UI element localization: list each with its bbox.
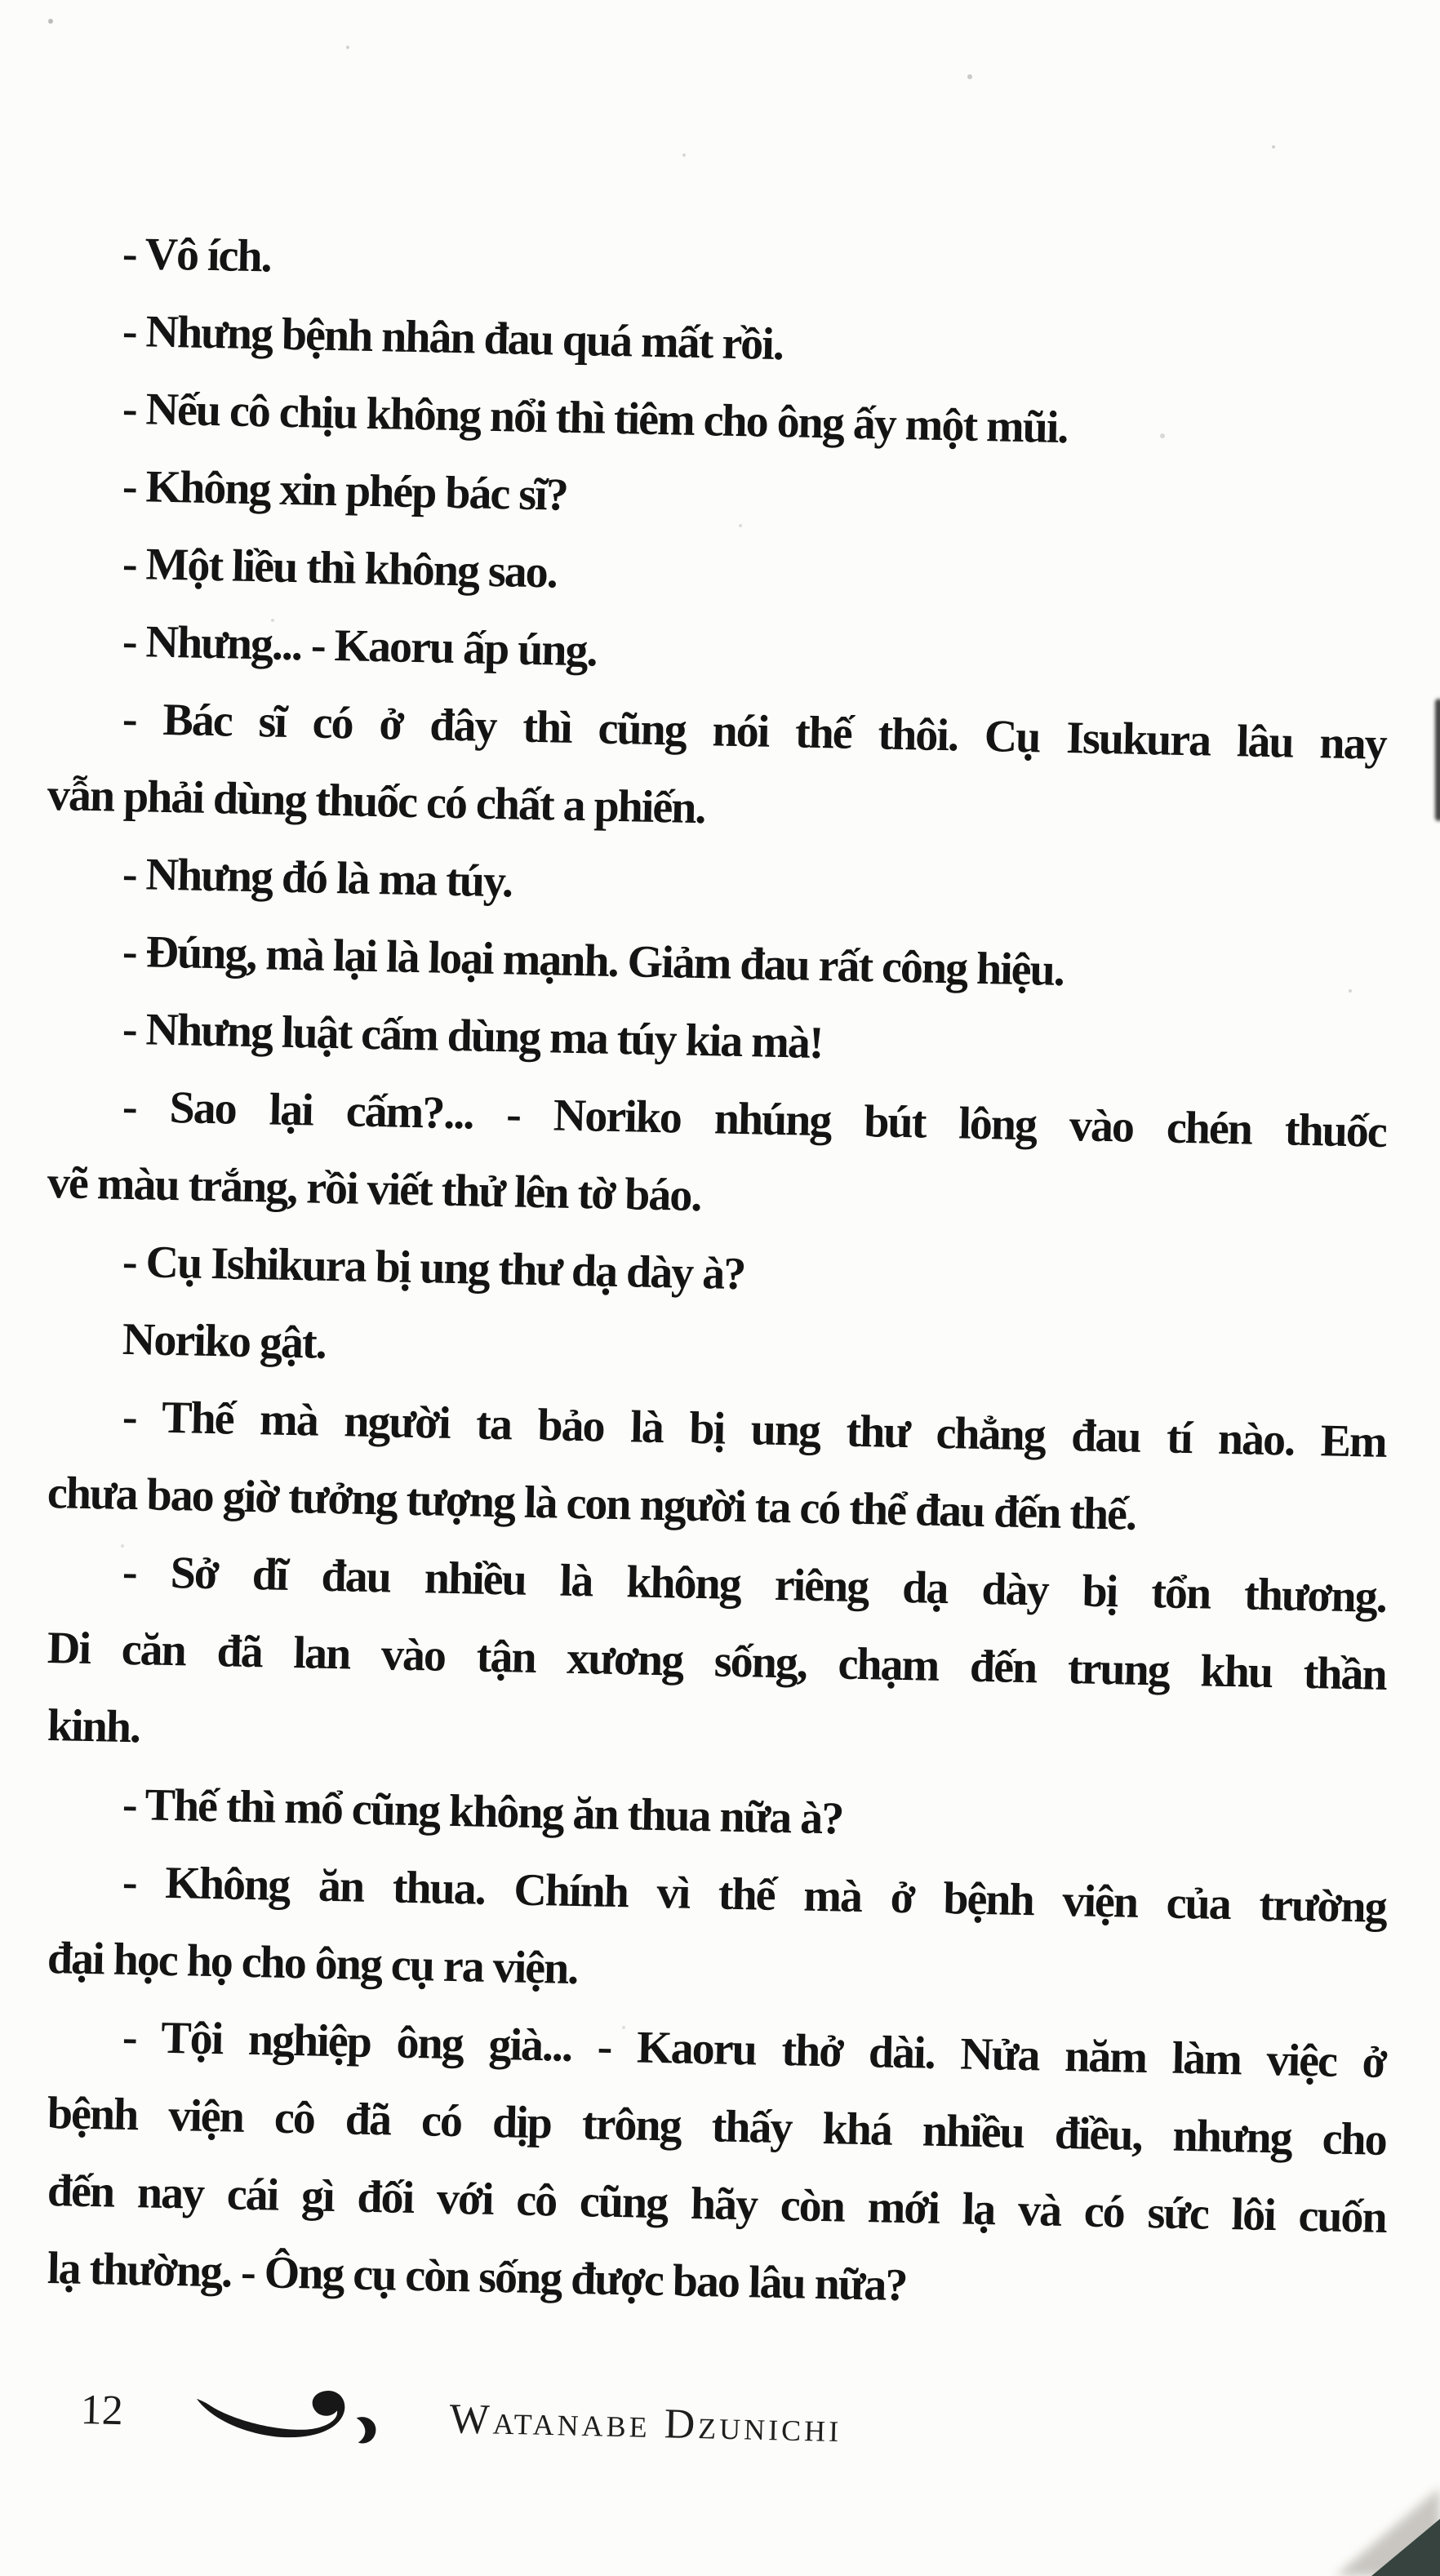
text-line: - Sở dĩ đau nhiều là không riêng dạ dày bị tổn thương.	[122, 1546, 1387, 1623]
text-line: - Một liều thì không sao.	[122, 538, 558, 598]
text-line: - Nếu cô chịu không nổi thì tiêm cho ông ấy một mũi.	[122, 383, 1069, 454]
running-footer-author: Watanabe Dzunichi	[448, 2395, 842, 2451]
text-line: - Thế mà người ta bảo là bị ung thư chẳng đau tí nào. Em	[122, 1391, 1387, 1468]
text-line: - Nhưng... - Kaoru ấp úng.	[122, 615, 598, 677]
text-line: - Cụ Ishikura bị ung thư dạ dày à?	[122, 1236, 745, 1300]
page-number: 12	[80, 2386, 124, 2435]
page-text-block	[47, 214, 1387, 2312]
wave-ornament-icon	[193, 2380, 398, 2450]
text-line: - Không ăn thua. Chính vì thế mà ở bệnh viện của trường	[122, 1856, 1387, 1933]
page-footer	[80, 2365, 1322, 2483]
text-line: - Bác sĩ có ở đây thì cũng nói thế thôi. Cụ Isukura lâu nay	[122, 693, 1387, 770]
text-line: vẫn phải dùng thuốc có chất a phiến.	[47, 770, 706, 834]
text-line: - Đúng, mà lại là loại mạnh. Giảm đau rất công hiệu.	[122, 926, 1064, 996]
text-line: Di căn đã lan vào tận xương sống, chạm đến trung khu thần	[47, 1623, 1387, 1700]
scan-edge-artifact	[1435, 699, 1440, 821]
text-line: đại học họ cho ông cụ ra viện.	[47, 1933, 578, 1995]
text-line: bệnh viện cô đã có dịp trông thấy khá nhiều điều, nhưng cho	[47, 2088, 1387, 2165]
text-line: - Sao lại cấm?... - Noriko nhúng bút lông vào chén thuốc	[122, 1081, 1387, 1157]
text-line: - Không xin phép bác sĩ?	[122, 460, 568, 521]
text-line: kinh.	[47, 1700, 140, 1753]
page-corner-fold	[1371, 2519, 1440, 2576]
text-line: chưa bao giờ tưởng tượng là con người ta có thể đau đến thế.	[47, 1468, 1136, 1540]
text-line: - Nhưng đó là ma túy.	[122, 848, 513, 908]
text-line: đến nay cái gì đối với cô cũng hãy còn mới lạ và có sức lôi cuốn	[47, 2165, 1387, 2243]
text-line: vẽ màu trắng, rồi viết thử lên tờ báo.	[47, 1157, 702, 1222]
text-line: - Tội nghiệp ông già... - Kaoru thở dài. Nửa năm làm việc ở	[122, 2011, 1387, 2088]
text-line: - Vô ích.	[122, 228, 272, 282]
text-line: Noriko gật.	[122, 1313, 327, 1369]
text-line: lạ thường. - Ông cụ còn sống được bao lâu nữa?	[47, 2243, 908, 2312]
text-line: - Thế thì mổ cũng không ăn thua nữa à?	[122, 1779, 843, 1845]
text-line: - Nhưng bệnh nhân đau quá mất rồi.	[122, 305, 784, 371]
text-line: - Nhưng luật cấm dùng ma túy kia mà!	[122, 1003, 824, 1069]
